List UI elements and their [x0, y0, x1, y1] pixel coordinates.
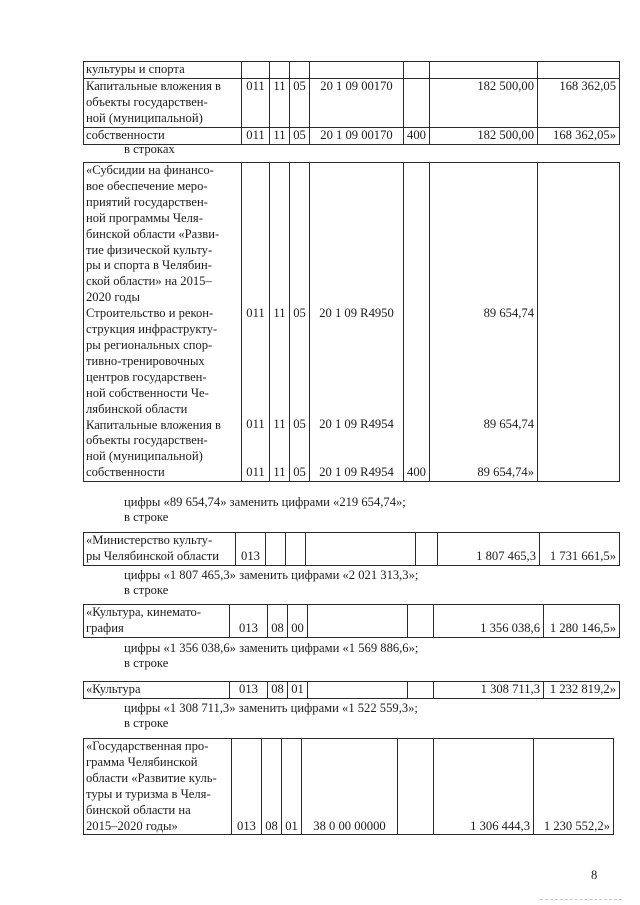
row-label-line: Капитальные вложения в	[86, 417, 222, 432]
cell-vr	[416, 533, 438, 566]
cell-value: 400	[407, 464, 426, 479]
row-label-line: вое обеспечение меро-	[86, 178, 208, 193]
cell-rz	[266, 533, 286, 566]
cell-value	[538, 417, 619, 433]
cell-value: 011	[246, 464, 265, 479]
cell-vr	[408, 682, 434, 699]
cell-value: 20 1 09 R4950	[319, 306, 394, 321]
cell-value: 20 1 09 R4954	[319, 464, 394, 479]
cell-vr	[404, 78, 430, 127]
cell-value: 11	[273, 417, 286, 432]
instruction-replace-4: цифры «1 308 711,3» заменить цифрами «1 522 559,3»;	[124, 701, 418, 715]
page-number: 8	[591, 868, 598, 882]
cell-gr: 013	[230, 605, 268, 638]
row-label-line: центров государствен-	[86, 369, 207, 384]
row-label: собственности	[84, 127, 242, 144]
cell-csr: 38 0 00 00000	[302, 739, 398, 835]
row-label-line: тие физической культу-	[86, 242, 213, 257]
cell-sum-1: 182 500,00	[430, 78, 538, 127]
cell-sum-2: 168 362,05	[538, 78, 620, 127]
row-label-line: 2020 годы	[86, 290, 140, 305]
cell-rz	[270, 62, 290, 79]
cell-value: 89 654,74	[483, 417, 534, 432]
cell-gr	[242, 62, 270, 79]
row-label-line: бинской области «Разви-	[86, 226, 220, 241]
cell-sum-1	[430, 62, 538, 79]
row-label-line: струкция инфраструкту-	[86, 322, 218, 337]
cell-sum-2: 1 280 146,5»	[544, 605, 620, 638]
row-label-line: ры и спорта в Челябин-	[86, 258, 212, 273]
cell-gr: 013	[232, 739, 262, 835]
instruction-in-row-4: в строке	[124, 716, 169, 730]
budget-table-block-3	[83, 532, 620, 566]
cell-sum-1: 182 500,00	[430, 127, 538, 144]
row-label-line: Строительство и рекон-	[86, 306, 214, 321]
instruction-in-row-2: в строке	[124, 583, 169, 597]
cell-pr: 05	[290, 78, 310, 127]
row-label: «Министерство культу- ры Челябинской области	[84, 533, 236, 566]
instruction-in-row-1: в строке	[124, 510, 169, 524]
cell-pr: 01	[282, 739, 302, 835]
table-row	[84, 682, 620, 699]
row-label: «Культура	[84, 682, 230, 699]
cell-value	[404, 306, 429, 322]
budget-table-block-6	[83, 738, 614, 835]
cell-sum-2: 1 230 552,2»	[534, 739, 614, 835]
cell-csr	[306, 533, 416, 566]
row-label-line: ной (муниципальной)	[86, 449, 203, 464]
cell-pr: 00	[288, 605, 308, 638]
budget-table-block-4	[83, 604, 620, 638]
cell-value: 89 654,74	[483, 306, 534, 321]
cell-pr	[290, 163, 310, 482]
cell-value: 011	[246, 306, 265, 321]
cell-sum-2: 168 362,05»	[538, 127, 620, 144]
cell-csr	[308, 605, 408, 638]
cell-sum-2	[538, 62, 620, 79]
cell-value: 011	[246, 417, 265, 432]
row-label-line: объекты государствен-	[86, 433, 208, 448]
row-label-line: лябинской области	[86, 401, 188, 416]
cell-value: 05	[293, 417, 306, 432]
cell-pr: 01	[288, 682, 308, 699]
row-label: «Государственная про- грамма Челябинской области «Развитие куль- туры и туризма в Челя- бинской области на 2015–2020 годы»	[84, 739, 232, 835]
cell-rz: 11	[270, 78, 290, 127]
cell-gr	[242, 163, 270, 482]
cell-csr: 20 1 09 00170	[310, 78, 404, 127]
instruction-replace-1: цифры «89 654,74» заменить цифрами «219 654,74»;	[124, 495, 406, 509]
cell-gr: 013	[236, 533, 266, 566]
cell-rz: 08	[262, 739, 282, 835]
budget-table-block-1	[83, 61, 620, 145]
row-label-line: «Субсидии на финансо-	[86, 163, 214, 177]
cell-pr	[286, 533, 306, 566]
cell-gr: 011	[242, 78, 270, 127]
instruction-replace-3: цифры «1 356 038,6» заменить цифрами «1 569 886,6»;	[124, 641, 419, 655]
cell-rz: 08	[268, 682, 288, 699]
row-label-line: ской области» на 2015–	[86, 274, 212, 289]
cell-pr: 05	[290, 127, 310, 144]
cell-vr: 400	[404, 127, 430, 144]
cell-value	[538, 465, 619, 481]
cell-value: 20 1 09 R4954	[319, 417, 394, 432]
instruction-in-row-3: в строке	[124, 656, 169, 670]
row-label-line: собственности	[86, 465, 165, 480]
row-label-line: ры региональных спор-	[86, 337, 213, 352]
cell-sum-1: 1 306 444,3	[434, 739, 534, 835]
cell-vr	[404, 163, 430, 482]
cell-csr: 20 1 09 00170	[310, 127, 404, 144]
row-label-line: тивно-тренировочных	[86, 353, 205, 368]
cell-value: 11	[273, 306, 286, 321]
instruction-replace-2: цифры «1 807 465,3» заменить цифрами «2 021 313,3»;	[124, 568, 419, 582]
table-row	[84, 739, 614, 835]
row-label-line: ной собственности Че-	[86, 385, 209, 400]
row-label-line: приятий государствен-	[86, 194, 208, 209]
cell-rz	[270, 163, 290, 482]
cell-sum-1: 1 308 711,3	[434, 682, 544, 699]
cell-value	[404, 417, 429, 433]
budget-table-block-5	[83, 681, 620, 699]
cell-pr	[290, 62, 310, 79]
cell-sum-2: 1 232 819,2»	[544, 682, 620, 699]
cell-value: 11	[273, 464, 286, 479]
table-row	[84, 78, 620, 127]
cell-value	[538, 306, 619, 322]
row-label: «Культура, кинемато- графия	[84, 605, 230, 638]
cell-value: 05	[293, 306, 306, 321]
cell-value: 89 654,74»	[477, 464, 534, 479]
table-row	[84, 62, 620, 79]
row-label	[84, 163, 242, 482]
cell-sum-2	[538, 163, 620, 482]
row-label: культуры и спорта	[84, 62, 242, 79]
cell-sum-2: 1 731 661,5»	[540, 533, 620, 566]
cell-csr	[310, 163, 404, 482]
row-label: Капитальные вложения в объекты государствен- ной (муниципальной)	[84, 78, 242, 127]
cell-csr	[308, 682, 408, 699]
cell-value: 05	[293, 464, 306, 479]
cell-vr	[408, 605, 434, 638]
row-label-line: ной программы Челя-	[86, 210, 203, 225]
cell-gr: 011	[242, 127, 270, 144]
cell-sum-1	[430, 163, 538, 482]
budget-table-block-2	[83, 162, 620, 482]
cell-sum-1: 1 807 465,3	[438, 533, 540, 566]
cell-sum-1: 1 356 038,6	[434, 605, 544, 638]
cell-rz: 08	[268, 605, 288, 638]
table-row	[84, 163, 620, 482]
table-row	[84, 605, 620, 638]
cell-rz: 11	[270, 127, 290, 144]
instruction-in-rows: в строках	[124, 142, 175, 156]
cell-vr	[398, 739, 434, 835]
cell-csr	[310, 62, 404, 79]
table-row	[84, 533, 620, 566]
cell-vr	[404, 62, 430, 79]
footer-divider	[540, 899, 622, 900]
cell-gr: 013	[230, 682, 268, 699]
